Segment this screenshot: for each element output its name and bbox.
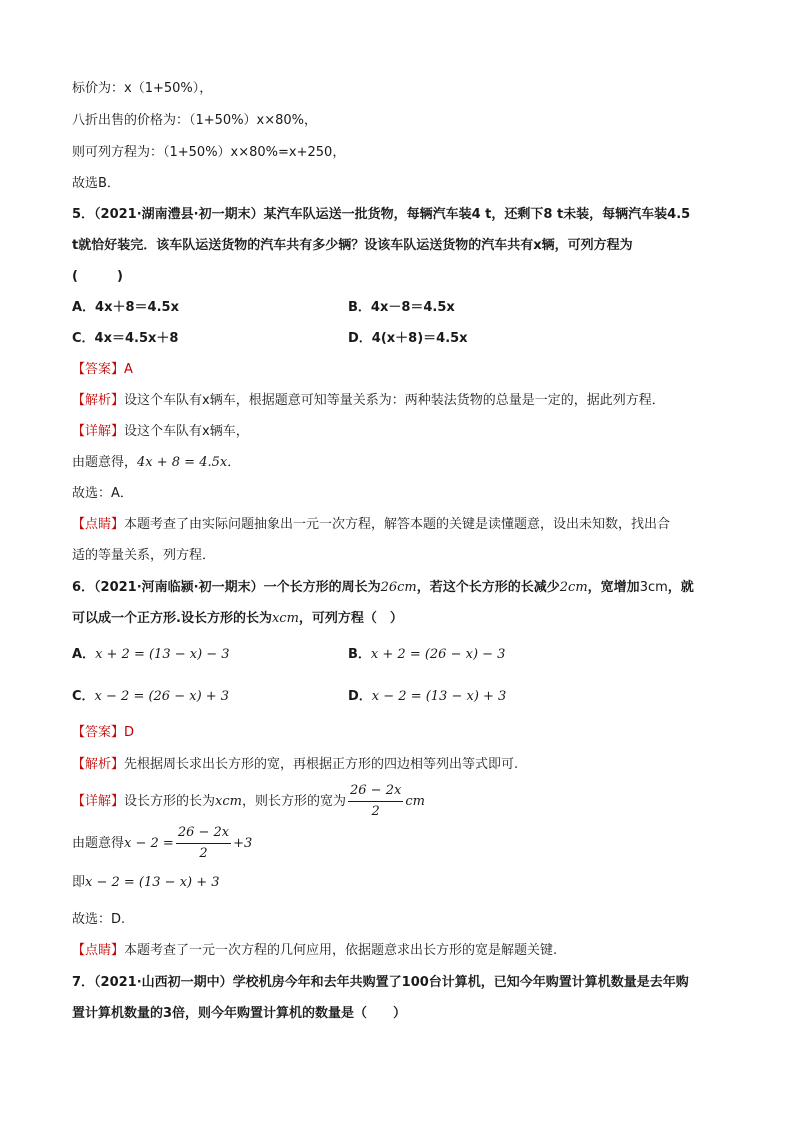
equation: 4x + 8 = 4.5x [137, 455, 228, 470]
q5-equation [72, 454, 722, 472]
width-fraction [348, 783, 403, 820]
equation-left: x − 2 = [124, 836, 174, 851]
detail-text: 设长方形的长为 [124, 794, 216, 809]
comment-text: 本题考查了一元一次方程的几何应用，依据题意求出长方形的宽是解题关键. [124, 943, 558, 958]
q6-comment [72, 942, 722, 960]
q6-option-b [348, 646, 505, 664]
q6-option-d [348, 688, 506, 706]
equation-prefix: 即 [72, 875, 86, 890]
fraction-unit: cm [405, 794, 425, 809]
answer-tag: 【答案】 [72, 362, 125, 377]
stem-math: 26cm [380, 580, 417, 595]
prev-line-3: 则可列方程为：（1+50%）x×80%=x+250， [72, 145, 346, 160]
option-label: C． [72, 689, 95, 704]
q7-stem-line-2: 置计算机数量的3倍，则今年购置计算机的数量是（ ） [72, 1006, 407, 1021]
q5-comment-line-1 [72, 516, 722, 534]
analysis-text: 设这个车队有x辆车，根据题意可知等量关系为：两种装法货物的总量是一定的，据此列方程． [124, 393, 665, 408]
option-label: A． [72, 647, 96, 662]
q5-option-d: D．4(x＋8)＝4.5x [348, 331, 468, 346]
stem-text: 6．（2021·河南临颍·初一期末）一个长方形的周长为 [72, 580, 381, 595]
fraction-numerator: 26 − 2x [176, 825, 231, 844]
option-equation: x − 2 = (13 − x) + 3 [371, 689, 507, 704]
fraction-denominator: 2 [371, 804, 380, 819]
q7-stem-line-1: 7．（2021·山西初一期中）学校机房今年和去年共购置了100台计算机，已知今年购置计算机数量是去年购 [72, 975, 689, 990]
option-equation: x − 2 = (26 − x) + 3 [94, 689, 230, 704]
q5-stem-line-2: t就恰好装完．该车队运送货物的汽车共有多少辆？设该车队运送货物的汽车共有x辆，可列方程为 [72, 238, 633, 253]
q6-option-a [72, 646, 230, 664]
prev-line-2: 八折出售的价格为：（1+50%）x×80%， [72, 113, 318, 128]
equation-suffix: ． [227, 455, 241, 470]
q6-detail [72, 780, 722, 826]
stem-math: xcm [271, 611, 299, 626]
comment-tag: 【点睛】 [72, 943, 125, 958]
q5-stem-line-3: ( ) [72, 269, 123, 284]
stem-text: ，若这个长方形的长减少 [416, 580, 560, 595]
detail-tag: 【详解】 [72, 424, 125, 439]
q5-detail [72, 423, 722, 441]
comment-text: 本题考查了由实际问题抽象出一元一次方程，解答本题的关键是读懂题意，设出未知数，找出合 [124, 517, 671, 532]
q5-stem-line-1: 5．（2021·湖南澧县·初一期末）某汽车队运送一批货物，每辆汽车装4 t，还剩下8 t未装，每辆汽车装4.5 [72, 207, 691, 222]
answer-tag: 【答案】 [72, 725, 125, 740]
analysis-tag: 【解析】 [72, 757, 125, 772]
equation-right: +3 [233, 836, 253, 851]
q6-stem-line-2 [72, 610, 722, 628]
stem-text: ，可列方程（ ） [298, 611, 403, 626]
analysis-text: 先根据周长求出长方形的宽，再根据正方形的四边相等列出等式即可. [124, 757, 519, 772]
q5-choose: 故选：A． [72, 486, 133, 501]
equation-fraction [176, 825, 231, 862]
detail-text: ，则长方形的宽为 [241, 794, 346, 809]
answer-value: A [124, 362, 133, 377]
option-equation: x + 2 = (26 − x) − 3 [370, 647, 506, 662]
q6-equation-1 [72, 822, 722, 868]
q5-option-b: B．4x－8＝4.5x [348, 300, 455, 315]
q6-option-c [72, 688, 229, 706]
option-equation: x + 2 = (13 − x) − 3 [95, 647, 230, 662]
detail-text: 设这个车队有x辆车， [124, 424, 249, 439]
q5-answer [72, 361, 722, 379]
equation-prefix: 由题意得， [72, 455, 138, 470]
q5-comment-line-2: 适的等量关系，列方程． [72, 548, 216, 563]
option-label: D． [348, 689, 372, 704]
q6-choose: 故选：D. [72, 912, 126, 927]
equation: x − 2 = (13 − x) + 3 [85, 875, 220, 890]
q6-equation-2 [72, 874, 722, 892]
q5-analysis [72, 392, 722, 410]
detail-math: xcm [215, 794, 242, 809]
fraction-numerator: 26 − 2x [348, 783, 403, 802]
stem-math: 2cm [559, 580, 588, 595]
stem-unit: 3cm [639, 580, 668, 595]
q5-option-a: A．4x＋8＝4.5x [72, 300, 179, 315]
q6-stem-line-1 [72, 579, 722, 597]
option-label: B． [348, 647, 371, 662]
q6-analysis [72, 756, 722, 774]
q5-option-c: C．4x＝4.5x＋8 [72, 331, 179, 346]
fraction-denominator: 2 [199, 846, 208, 861]
analysis-tag: 【解析】 [72, 393, 125, 408]
detail-tag: 【详解】 [72, 794, 125, 809]
stem-text: ，宽增加 [587, 580, 640, 595]
prev-line-4: 故选B． [72, 176, 120, 191]
stem-text: ，就 [667, 580, 694, 595]
stem-text: 可以成一个正方形.设长方形的长为 [72, 611, 272, 626]
answer-value: D [124, 725, 135, 740]
prev-line-1: 标价为：x（1+50%）， [72, 81, 213, 96]
comment-tag: 【点睛】 [72, 517, 125, 532]
equation-prefix: 由题意得 [72, 836, 125, 851]
q6-answer [72, 724, 722, 742]
